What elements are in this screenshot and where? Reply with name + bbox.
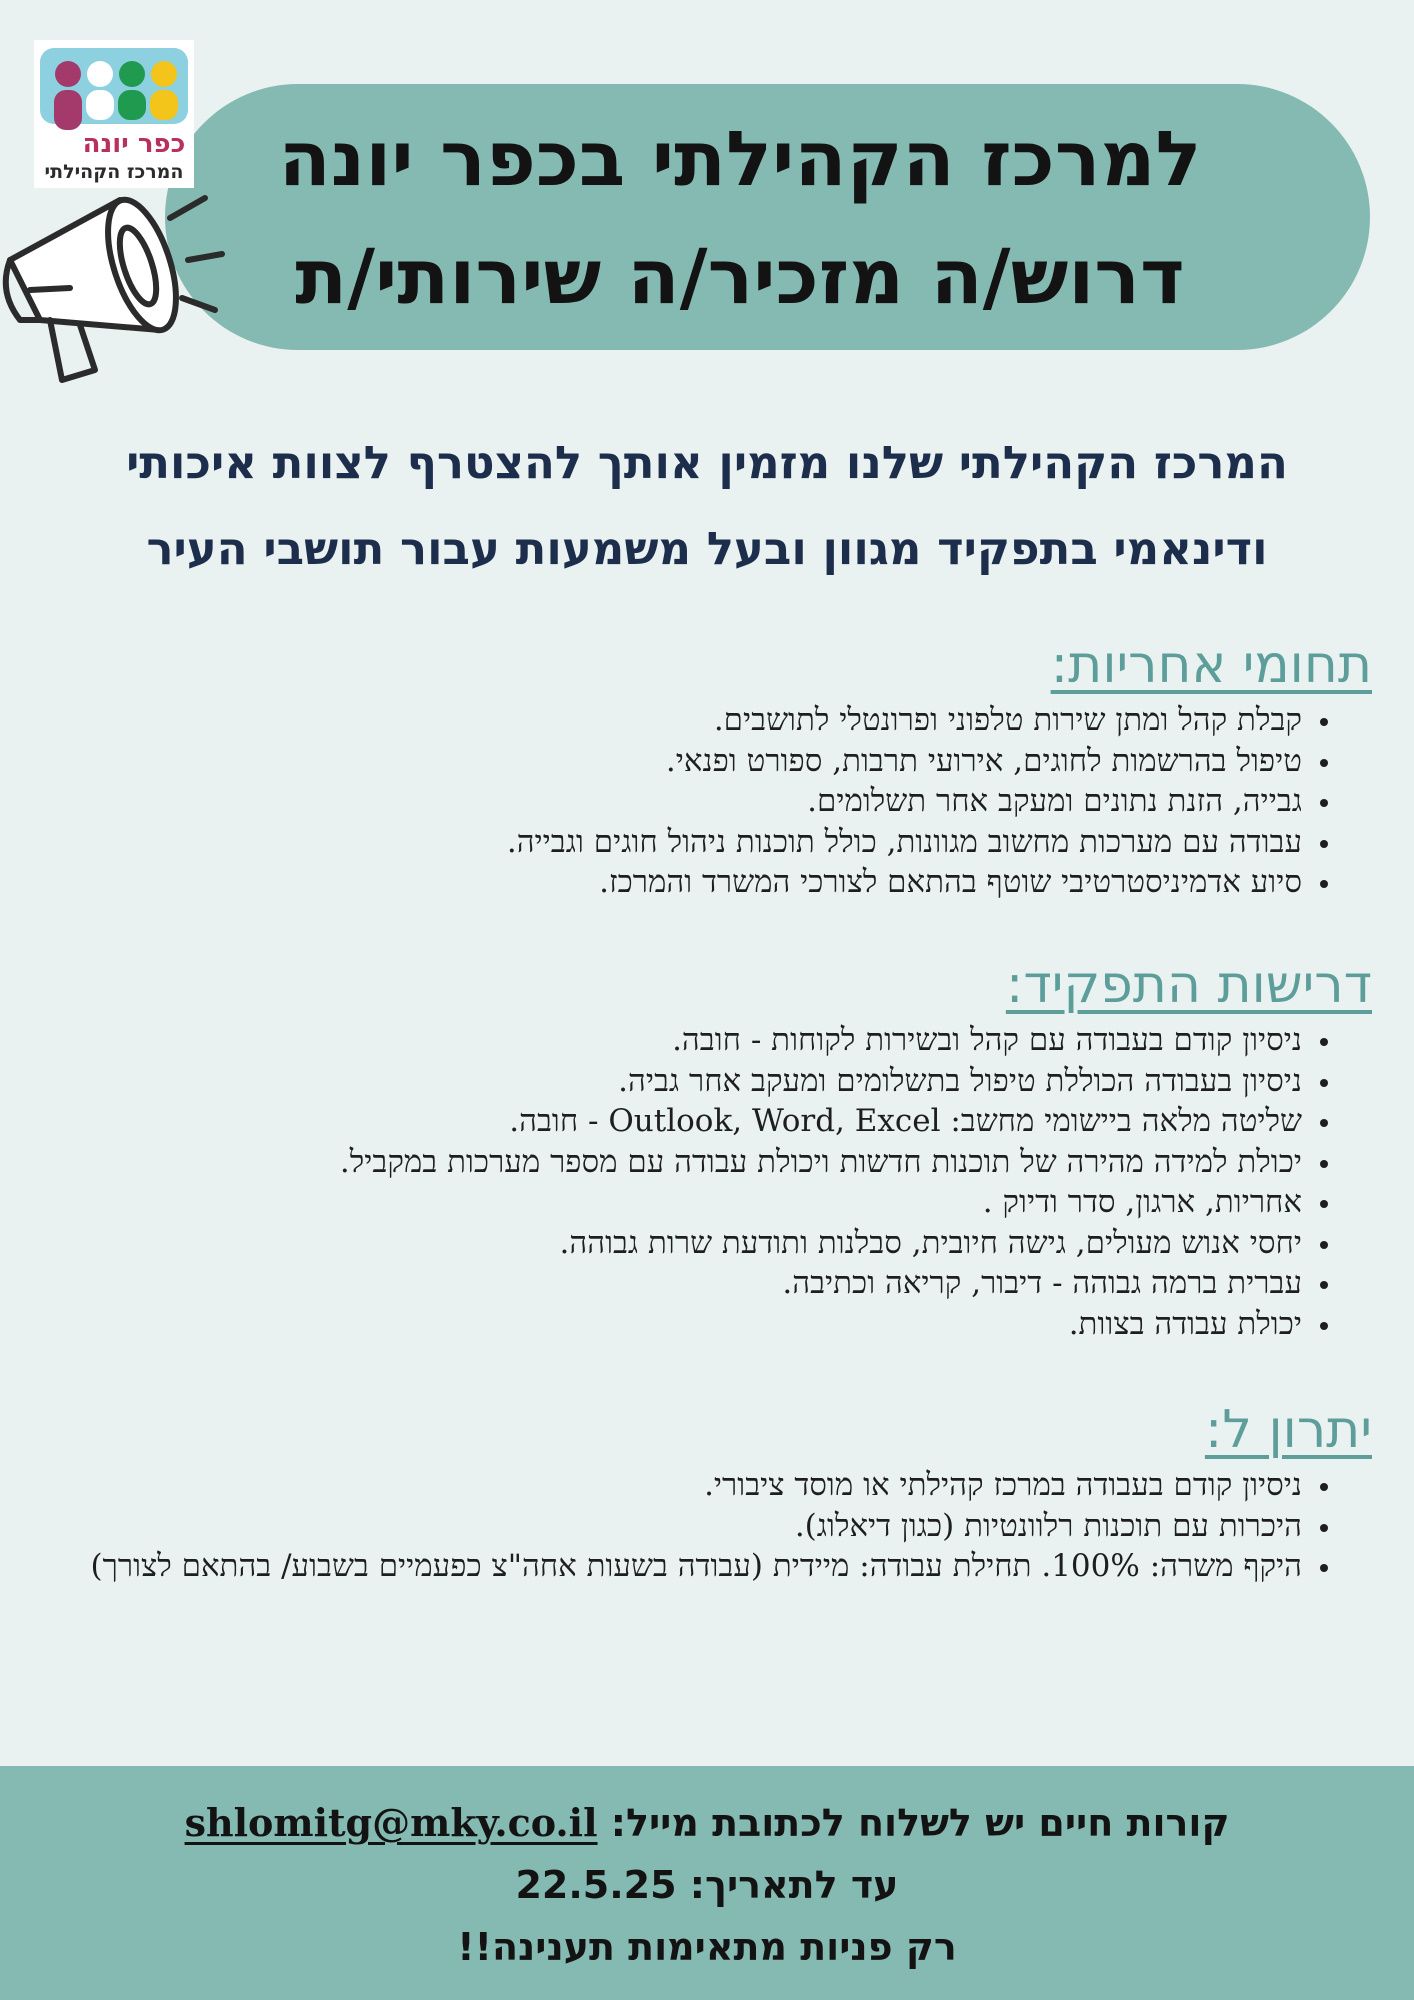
megaphone-icon bbox=[0, 170, 230, 420]
email-link[interactable]: shlomitg@mky.co.il bbox=[184, 1800, 598, 1845]
list-item: יכולת עבודה בצוות. bbox=[72, 1304, 1302, 1345]
list-item: יחסי אנוש מעולים, גישה חיובית, סבלנות ותודעת שרות גבוהה. bbox=[72, 1223, 1302, 1264]
advantage-list bbox=[72, 1465, 1372, 1587]
svg-text:המרכז הקהילתי: המרכז הקהילתי bbox=[44, 161, 184, 183]
note-text: רק פניות מתאימות תענינה!! bbox=[457, 1925, 957, 1969]
list-item: ניסיון קודם בעבודה עם קהל ובשירות לקוחות - חובה. bbox=[72, 1020, 1302, 1061]
intro-line-2: ודינאמי בתפקיד מגוון ובעל משמעות עבור תושבי העיר bbox=[146, 522, 1268, 575]
responsibilities-title: תחומי אחריות: bbox=[1050, 635, 1372, 695]
cv-text: קורות חיים יש לשלוח לכתובת מייל: bbox=[610, 1801, 1230, 1845]
advantage-title: יתרון ל: bbox=[1204, 1400, 1372, 1460]
page-title bbox=[220, 100, 1260, 330]
responsibilities-section bbox=[72, 630, 1372, 903]
list-item: עברית ברמה גבוהה - דיבור, קריאה וכתיבה. bbox=[72, 1263, 1302, 1304]
requirements-list bbox=[72, 1020, 1372, 1344]
list-item: שליטה מלאה ביישומי מחשב: Outlook, Word, Excel - חובה. bbox=[72, 1101, 1302, 1142]
list-item: היקף משרה: 100%. תחילת עבודה: מיידית (עבודה בשעות אחה"צ כפעמיים בשבוע/ בהתאם לצורך) bbox=[72, 1546, 1302, 1587]
list-item: עבודה עם מערכות מחשוב מגוונות, כולל תוכנות ניהול חוגים וגבייה. bbox=[72, 822, 1302, 863]
banner-line-1: למרכז הקהילתי בכפר יונה bbox=[278, 114, 1202, 203]
list-item: טיפול בהרשמות לחוגים, אירועי תרבות, ספורט ופנאי. bbox=[72, 741, 1302, 782]
list-item: יכולת למידה מהירה של תוכנות חדשות ויכולת עבודה עם מספר מערכות במקביל. bbox=[72, 1142, 1302, 1183]
svg-text:כפר יונה: כפר יונה bbox=[82, 129, 186, 159]
list-item: גבייה, הזנת נתונים ומעקב אחר תשלומים. bbox=[72, 781, 1302, 822]
advantage-section bbox=[72, 1395, 1372, 1587]
list-item: ניסיון בעבודה הכוללת טיפול בתשלומים ומעקב אחר גביה. bbox=[72, 1061, 1302, 1102]
list-item: סיוע אדמיניסטרטיבי שוטף בהתאם לצורכי המשרד והמרכז. bbox=[72, 862, 1302, 903]
intro-line-1: המרכז הקהילתי שלנו מזמין אותך להצטרף לצוות איכותי bbox=[126, 436, 1288, 489]
contact-footer bbox=[0, 1766, 1414, 2000]
banner-line-2: דרוש/ה מזכיר/ה שירותי/ת bbox=[295, 232, 1185, 321]
requirements-section bbox=[72, 950, 1372, 1344]
logo-graphic bbox=[34, 40, 194, 188]
list-item: קבלת קהל ומתן שירות טלפוני ופרונטלי לתושבים. bbox=[72, 700, 1302, 741]
list-item: אחריות, ארגון, סדר ודיוק . bbox=[72, 1182, 1302, 1223]
list-item: היכרות עם תוכנות רלוונטיות (כגון דיאלוג). bbox=[72, 1506, 1302, 1547]
list-item: ניסיון קודם בעבודה במרכז קהילתי או מוסד ציבורי. bbox=[72, 1465, 1302, 1506]
community-center-logo bbox=[34, 40, 194, 188]
cv-instructions bbox=[0, 1792, 1414, 1854]
responsibilities-list bbox=[72, 700, 1372, 903]
requirements-title: דרישות התפקיד: bbox=[1005, 955, 1372, 1015]
intro-text bbox=[40, 420, 1374, 592]
deadline-text: עד לתאריך: 22.5.25 bbox=[515, 1863, 899, 1907]
